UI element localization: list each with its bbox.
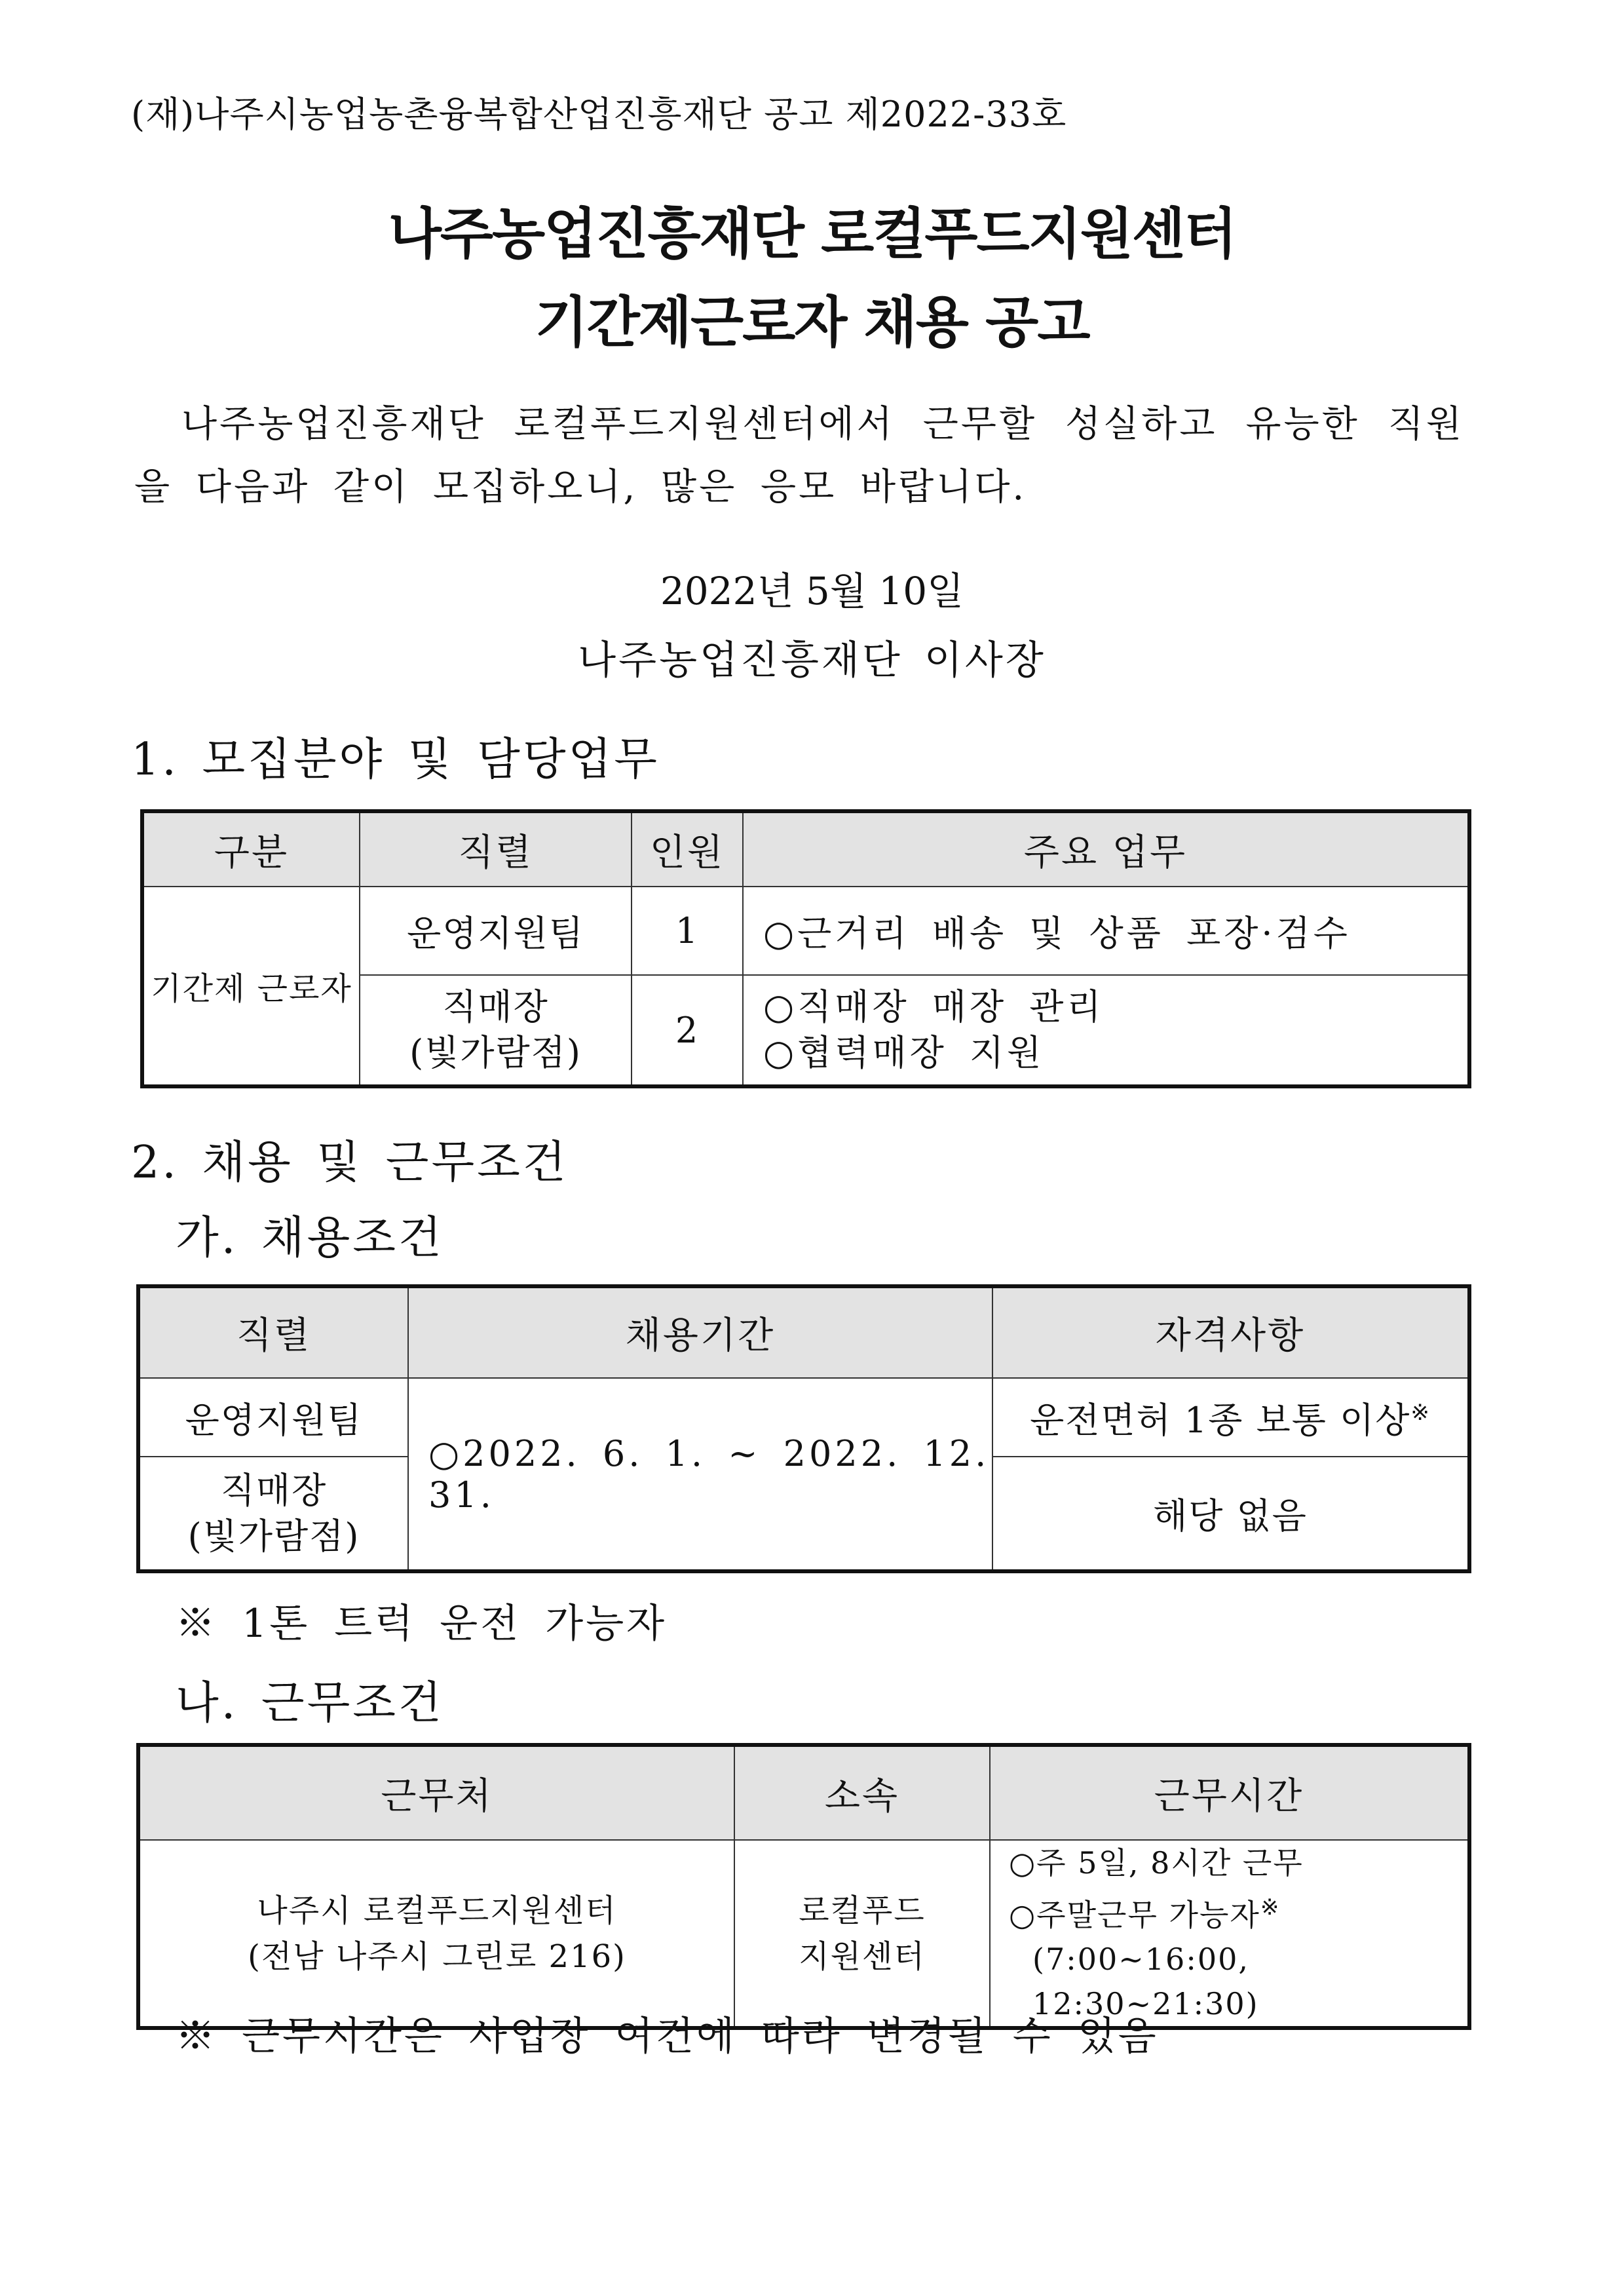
header-period: 채용기간	[408, 1286, 992, 1378]
header-duties: 주요 업무	[743, 811, 1469, 887]
hours-note: ※ 근무시간은 사업장 여건에 따라 변경될 수 있음	[176, 2014, 1159, 2059]
work-conditions-table	[136, 1743, 1471, 2030]
position-cell	[360, 975, 632, 1086]
period-cell: ○2022. 6. 1. ~ 2022. 12. 31.	[408, 1378, 992, 1571]
issuer: 나주농업진흥재단 이사장	[578, 638, 1046, 683]
qualification-cell	[992, 1378, 1469, 1457]
header-position: 직렬	[360, 811, 632, 887]
duty-line: ○협력매장 지원	[763, 1032, 1045, 1073]
position-line: 직매장	[220, 1469, 328, 1511]
hiring-conditions-table	[136, 1284, 1471, 1573]
hiring-note: ※ 1톤 트럭 운전 가능자	[176, 1601, 668, 1647]
qualification-text: 운전면허 1종 보통 이상	[1030, 1399, 1411, 1441]
position-line: (빛가람점)	[409, 1032, 582, 1073]
position-cell: 운영지원팀	[360, 887, 632, 975]
category-cell: 기간제 근로자	[142, 887, 360, 1086]
recruitment-table	[140, 809, 1471, 1088]
header-qualification: 자격사항	[992, 1286, 1469, 1378]
section2a-heading: 가. 채용조건	[176, 1212, 444, 1264]
section2b-heading: 나. 근무조건	[176, 1677, 444, 1729]
intro-paragraph: 나주농업진흥재단 로컬푸드지원센터에서 근무할 성실하고 유능한 직원을 다음과 같이 모집하오니, 많은 응모 바랍니다.	[134, 403, 1464, 508]
header-workplace: 근무처	[138, 1745, 734, 1840]
page-title-line2: 기간제근로자 채용 공고	[535, 290, 1089, 354]
hours-text: ○주말근무 가능자	[1009, 1897, 1260, 1933]
duty-cell	[743, 975, 1469, 1086]
position-line: 직매장	[442, 986, 549, 1027]
section1-heading: 1. 모집분야 및 담당업무	[131, 734, 660, 786]
notice-date: 2022년 5월 10일	[660, 569, 964, 613]
duty-cell: ○근거리 배송 및 상품 포장·검수	[743, 887, 1469, 975]
note-mark: ※	[1410, 1399, 1431, 1426]
hours-cell	[990, 1840, 1469, 2028]
note-mark: ※	[1260, 1894, 1281, 1921]
header-count: 인원	[632, 811, 743, 887]
section2-heading: 2. 채용 및 근무조건	[131, 1137, 569, 1189]
position-cell	[138, 1457, 408, 1571]
header-position: 직렬	[138, 1286, 408, 1378]
workplace-cell	[138, 1840, 734, 2028]
count-cell: 2	[632, 975, 743, 1086]
count-cell: 1	[632, 887, 743, 975]
hours-line: (7:00~16:00, 12:30~21:30)	[1032, 1942, 1259, 2022]
workplace-line: (전남 나주시 그린로 216)	[248, 1938, 626, 1975]
hours-line: ○주 5일, 8시간 근무	[1009, 1845, 1304, 1881]
duty-line: ○직매장 매장 관리	[763, 986, 1105, 1027]
affiliation-line: 지원센터	[799, 1938, 926, 1975]
header-affiliation: 소속	[734, 1745, 990, 1840]
header-category: 구분	[142, 811, 360, 887]
page-title-line1: 나주농업진흥재단 로컬푸드지원센터	[388, 202, 1236, 266]
affiliation-cell	[734, 1840, 990, 2028]
position-line: (빛가람점)	[187, 1515, 360, 1557]
hours-line	[1009, 1885, 1467, 1937]
affiliation-line: 로컬푸드	[799, 1892, 926, 1929]
header-hours: 근무시간	[990, 1745, 1469, 1840]
position-cell: 운영지원팀	[138, 1378, 408, 1457]
workplace-line: 나주시 로컬푸드지원센터	[257, 1892, 617, 1929]
notice-number: (재)나주시농업농촌융복합산업진흥재단 공고 제2022-33호	[131, 94, 1067, 135]
qualification-cell: 해당 없음	[992, 1457, 1469, 1571]
